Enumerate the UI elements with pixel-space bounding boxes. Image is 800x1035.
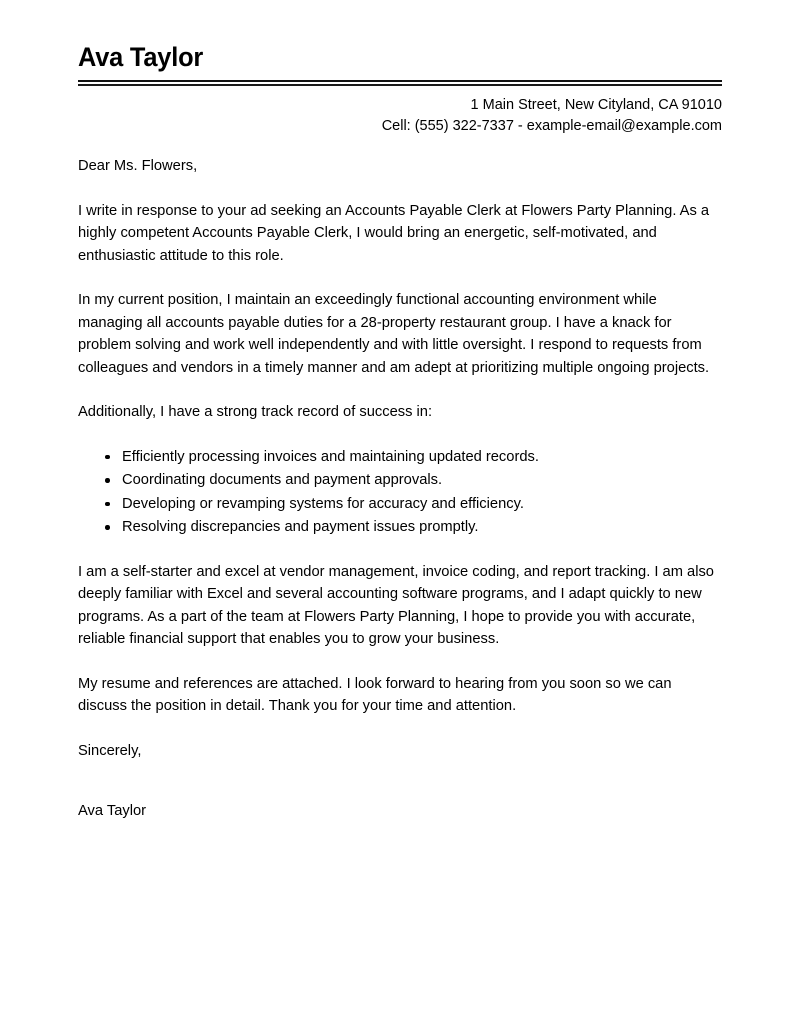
letter-body [78,155,722,823]
page-title: Ava Taylor [78,42,204,72]
list-item: Efficiently processing invoices and maintaining updated records. [78,446,722,469]
contact-info [78,95,722,137]
contact-phone-email: Cell: (555) 322-7337 - example-email@example.com [381,118,722,134]
closing-salutation: Sincerely, [78,742,142,759]
list-item: Coordinating documents and payment approvals. [78,469,722,492]
body-paragraph-4: My resume and references are attached. I look forward to hearing from you soon so we can discuss the position in detail. Thank you for your time and attention. [78,675,672,714]
header-divider [78,80,722,86]
body-paragraph-1: I write in response to your ad seeking an Accounts Payable Clerk at Flowers Party Planning. As a highly competent Accounts Payable Clerk, I would bring an energetic, self-motivated, and enthusiastic attitude to this role. [78,202,710,264]
body-paragraph-2: In my current position, I maintain an exceedingly functional accounting environment while managing all accounts payable duties for a 28-property restaurant group. I have a knack for problem solving and work well independently and with little oversight. I respond to requests from colleagues and vendors in a timely manner and am adept at prioritizing multiple ongoing projects. [78,292,710,376]
achievements-list [78,446,722,539]
contact-address: 1 Main Street, New Cityland, CA 91010 [470,97,722,113]
salutation: Dear Ms. Flowers, [78,158,198,174]
signature-space [78,762,722,800]
achievements-list-intro: Additionally, I have a strong track record of success in: [78,404,433,420]
list-item: Developing or revamping systems for accuracy and efficiency. [78,493,722,516]
letterhead [78,0,722,137]
letter-content-column [78,0,722,823]
signature-name: Ava Taylor [78,803,147,819]
list-item: Resolving discrepancies and payment issues promptly. [78,516,722,539]
body-paragraph-3: I am a self-starter and excel at vendor management, invoice coding, and report tracking. I am also deeply familiar with Excel and several accounting software programs, and I adapt quickly to new programs. As a part of the team at Flowers Party Planning, I hope to provide you with accurate, reliable financial support that enables you to grow your business. [78,563,714,647]
divider-rule-secondary [78,84,722,86]
